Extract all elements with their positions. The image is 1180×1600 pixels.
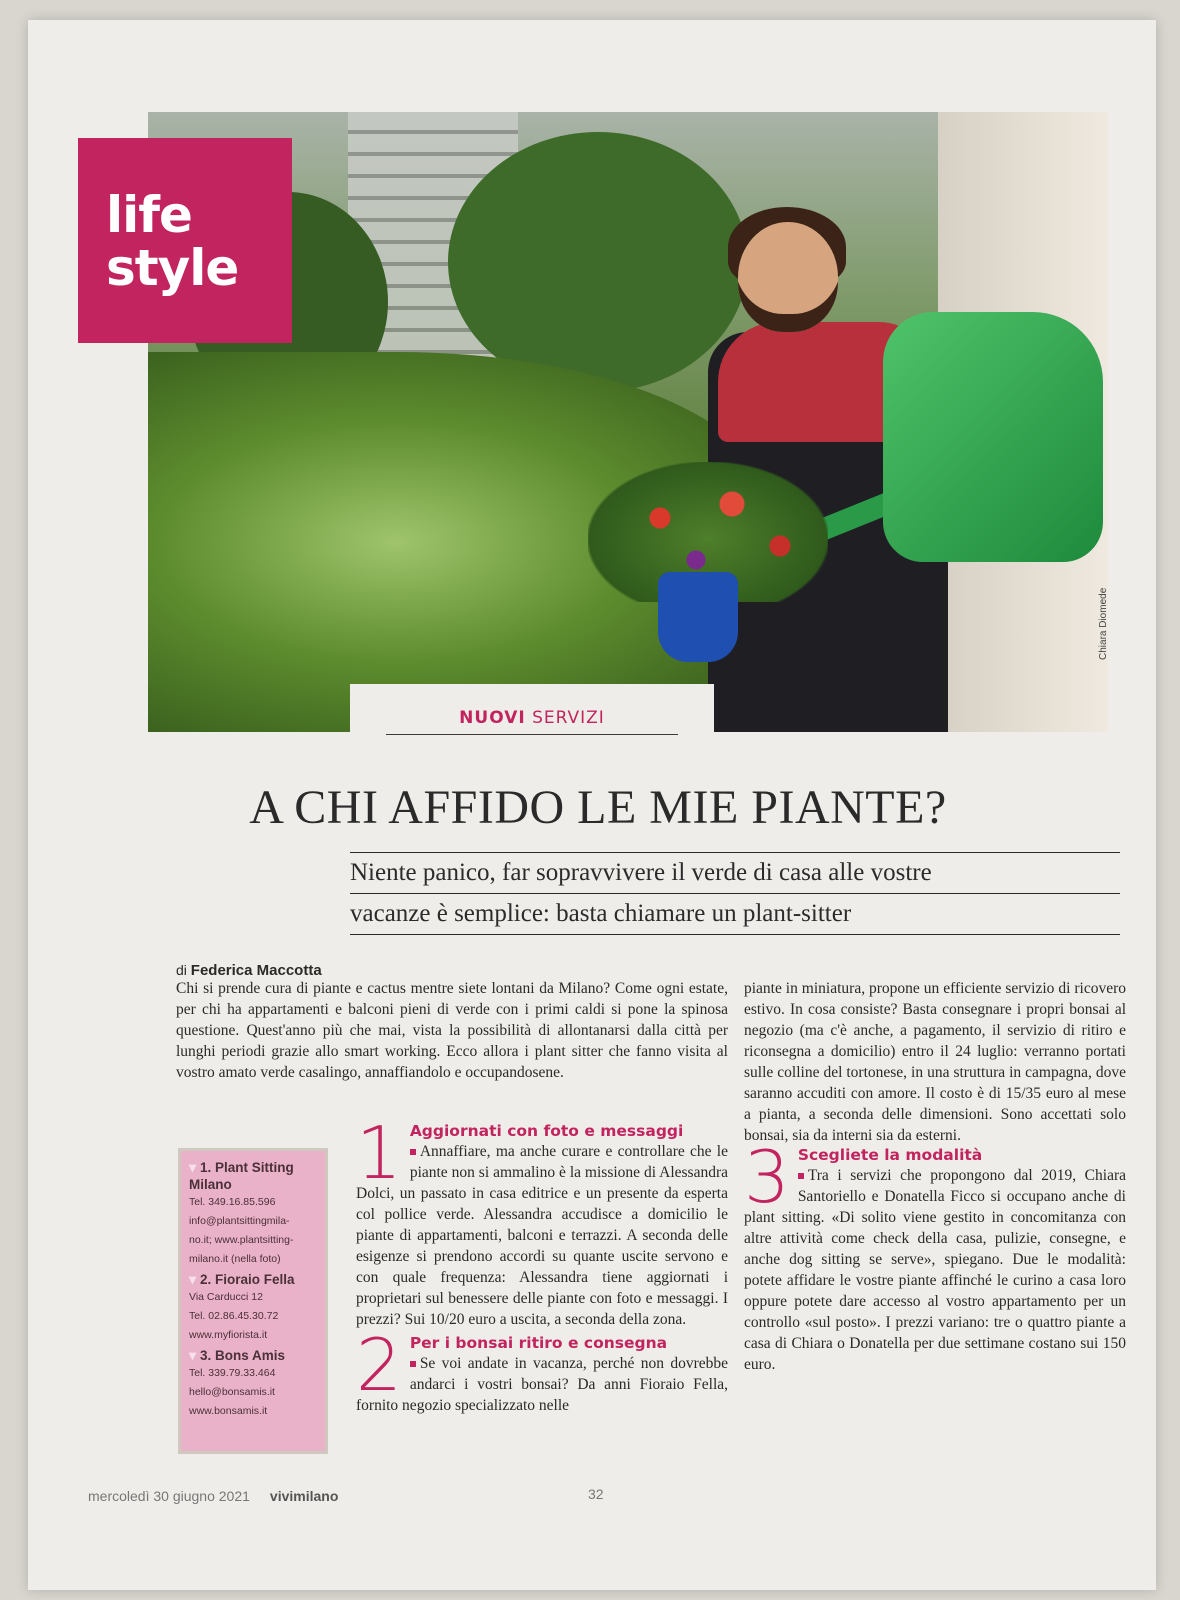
magazine-page [28, 20, 1156, 1590]
column-middle [356, 1111, 728, 1416]
section-text [356, 1141, 728, 1330]
section-1 [356, 1111, 728, 1330]
byline-prefix: di [176, 962, 191, 978]
section-heading: Aggiornati con foto e messaggi [409, 1122, 684, 1140]
photo-flower-pot [658, 572, 738, 662]
bullet-square-icon [410, 1149, 416, 1155]
contact-name: ▾ 3. Bons Amis [189, 1347, 317, 1364]
contacts-sidebar [178, 1148, 328, 1454]
contact-line: Tel. 339.79.33.464 [189, 1367, 276, 1379]
bullet-square-icon [798, 1173, 804, 1179]
subtitle-line-2: vacanze è semplice: basta chiamare un plant-sitter [350, 893, 1120, 934]
contact-line: Via Carducci 12 [189, 1291, 263, 1303]
section-number: 1 [356, 1111, 402, 1195]
kicker-rest: SERVIZI [525, 708, 605, 728]
kicker-bold: NUOVI [459, 708, 526, 728]
section-text [744, 1165, 1126, 1375]
intro-paragraph: Chi si prende cura di piante e cactus mentre siete lontani da Milano? Come ogni estate, per chi ha appartamenti e balconi pieni di verde con i primi caldi si pone la spinosa questione. Quest'anno più che mai, vista la possibilità di allontanarsi dalla città per lunghi periodi grazie allo smart working. Ecco allora i plant sitter che fanno visita al vostro amato verde casalingo, annaffiandolo e occupandosene. [176, 980, 728, 1081]
contact-line: www.myfiorista.it [189, 1329, 268, 1341]
photo-watering-can [883, 312, 1103, 562]
page-footer [88, 1488, 338, 1504]
section-text [356, 1353, 728, 1416]
contact-entry [189, 1159, 317, 1269]
contact-entry [189, 1347, 317, 1421]
contact-line: www.bonsamis.it [189, 1405, 268, 1417]
contact-line: Tel. 349.16.85.596 [189, 1196, 276, 1208]
subtitle [350, 852, 1120, 935]
section-badge [78, 138, 292, 343]
section-text-content: Annaffiare, ma anche curare e controllare che le piante non si ammalino è la missione di Alessandra Dolci, un passato in casa editrice e un presente da esperta col pollice verde. Alessandra accudisce a domicilio le piante di appartamenti, balconi e terrazzi. A seconda delle esigenze si prendono accordi su quante uscite servono e con quale frequenza: Alessandra tiene aggiornati i proprietari sul benessere delle piante con foto e messaggi. I prezzi? Sui 10/20 euro a uscita, a seconda della zona. [356, 1143, 728, 1328]
headline: A CHI AFFIDO LE MIE PIANTE? [249, 781, 947, 834]
badge-line-1: life [106, 186, 192, 244]
section-3 [744, 1135, 1126, 1375]
photo-tree [448, 132, 748, 392]
page-number: 32 [588, 1486, 604, 1502]
section-heading: Scegliete la modalità [797, 1146, 983, 1164]
article-photo [148, 112, 1108, 732]
badge-line-2: style [106, 239, 239, 297]
section-number: 2 [356, 1323, 402, 1407]
contact-line: info@plantsittingmila- [189, 1215, 290, 1227]
column-right [744, 978, 1126, 1375]
footer-brand: vivimilano [269, 1488, 339, 1504]
continued-text: piante in miniatura, propone un efficiente servizio di ricovero estivo. In cosa consiste? Basta consegnare i propri bonsai al negozio (ma c'è anche, a pagamento, il servizio di ritiro e riconsegna a domicilio) entro il 24 luglio: verranno portati sulle colline del tortonese, in una struttura in campagna, dove saranno accuditi con amore. Il costo è di 15/35 euro al mese a pianta, a seconda delle dimensioni. Sono accettati solo bonsai, sia da interni sia da esterni. [744, 980, 1126, 1144]
section-text-content: Tra i servizi che propongono dal 2019, Chiara Santoriello e Donatella Ficco si occupano anche di plant sitting. «Di solito viene gestito in concomitanza con altre attività come check della casa, pulizie, consegne, e anche dog sitting se serve», spiegano. Due le modalità: potete affidare le vostre piante affinché le curino a casa loro oppure potete dare accesso al vostro appartamento per un controllo «sul posto». I prezzi variano: tre o quattro piante a casa di Chiara o Donatella per due settimane costano sui 150 euro. [744, 1167, 1126, 1373]
kicker-label [350, 708, 714, 728]
contact-line: hello@bonsamis.it [189, 1386, 275, 1398]
contact-name: ▾ 1. Plant Sitting Milano [189, 1159, 317, 1193]
contact-line: Tel. 02.86.45.30.72 [189, 1310, 279, 1322]
kicker-rule [386, 734, 678, 735]
contact-name: ▾ 2. Fioraio Fella [189, 1271, 317, 1288]
photo-credit: Chiara Diomede [1098, 587, 1109, 660]
section-2 [356, 1323, 728, 1416]
contact-line: milano.it (nella foto) [189, 1253, 281, 1265]
subtitle-line-1: Niente panico, far sopravvivere il verde di casa alle vostre [350, 859, 932, 886]
section-text-content: Se voi andate in vacanza, perché non dovrebbe andarci i vostri bonsai? Da anni Fioraio Fella, fornito negozio specializzato nelle [356, 1355, 728, 1414]
byline-author: Federica Maccotta [190, 962, 322, 979]
byline [176, 962, 322, 979]
bullet-square-icon [410, 1361, 416, 1367]
contact-line: no.it; www.plantsitting- [189, 1234, 294, 1246]
section-number: 3 [744, 1135, 790, 1219]
footer-date: mercoledì 30 giugno 2021 [88, 1488, 250, 1504]
section-heading: Per i bonsai ritiro e consegna [409, 1334, 668, 1352]
contact-entry [189, 1271, 317, 1345]
kicker-box [350, 684, 714, 748]
photo-woman-face [738, 222, 838, 332]
